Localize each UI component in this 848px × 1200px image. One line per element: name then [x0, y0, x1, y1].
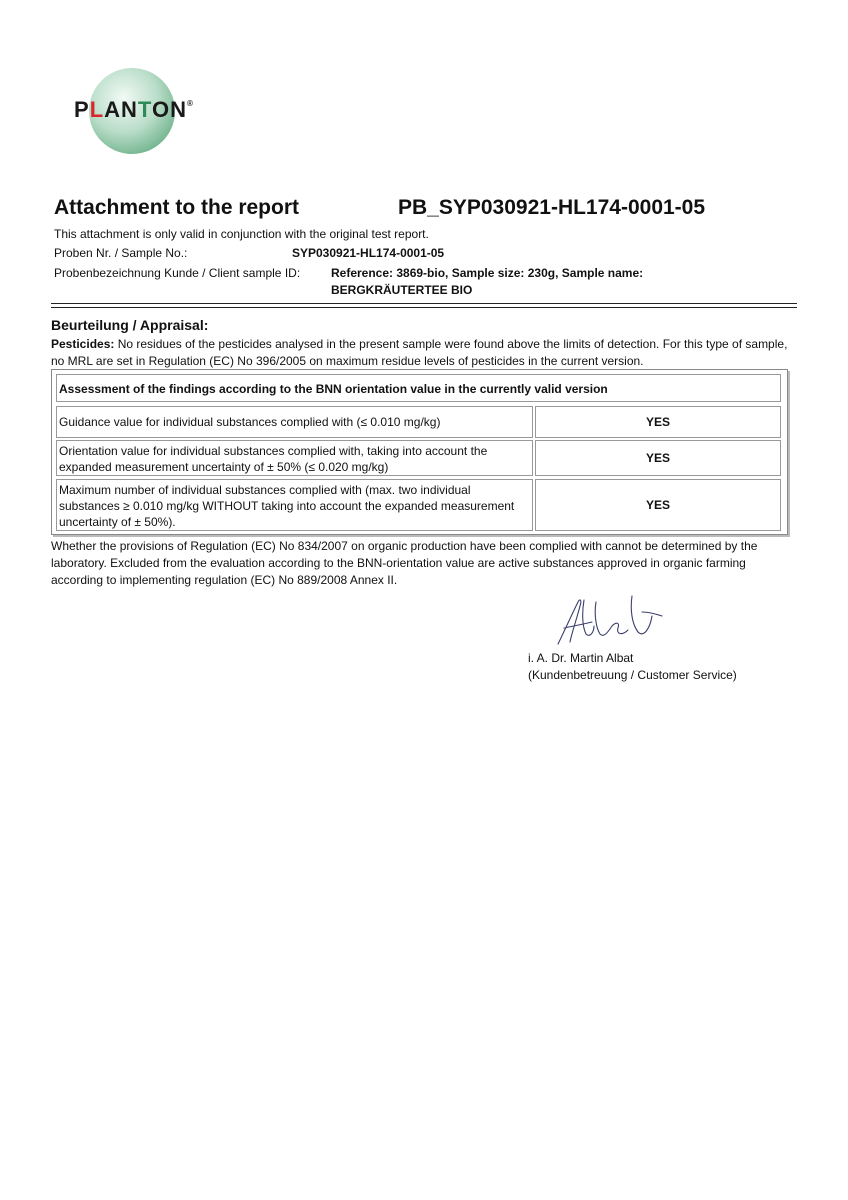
assessment-table	[51, 369, 788, 535]
pesticides-label: Pesticides:	[51, 337, 115, 351]
pesticides-paragraph	[51, 336, 791, 370]
client-id-line2: BERGKRÄUTERTEE BIO	[331, 283, 473, 297]
closing-paragraph: Whether the provisions of Regulation (EC) No 834/2007 on organic production have been complied with cannot be determined by the laboratory. Excluded from the evaluation according to the BNN-orientation value are active substances approved in organic farming according to implementing regulation (EC) No 889/2008 Annex II.	[51, 539, 758, 587]
handwritten-signature	[552, 592, 670, 650]
sample-no-value: SYP030921-HL174-0001-05	[292, 246, 445, 260]
report-id: PB_SYP030921-HL174-0001-05	[398, 196, 706, 219]
page-title	[54, 196, 706, 220]
table-row-criterion: Orientation value for individual substances complied with, taking into account the expanded measurement uncertainty of ± 50% (≤ 0.020 mg/kg)	[56, 440, 533, 476]
client-id-label: Probenbezeichnung Kunde / Client sample ID:	[54, 266, 301, 280]
pesticides-text: No residues of the pesticides analysed in the present sample were found above the limits of detection. For this type of sample, no MRL are set in Regulation (EC) No 396/2005 on maximum residue levels of pesticides in the current version.	[51, 337, 788, 368]
table-header: Assessment of the findings according to the BNN orientation value in the currently valid version	[56, 374, 781, 402]
table-row-criterion: Guidance value for individual substances complied with (≤ 0.010 mg/kg)	[56, 406, 533, 438]
appraisal-title: Beurteilung / Appraisal:	[51, 317, 209, 333]
table-row-result: YES	[535, 406, 781, 438]
planton-logo	[74, 68, 202, 154]
signatory-name: i. A. Dr. Martin Albat	[528, 651, 634, 665]
divider	[51, 307, 797, 308]
logo-wordmark: PLANTON®	[74, 97, 194, 122]
title-text: Attachment to the report	[54, 196, 300, 219]
validity-note: This attachment is only valid in conjunction with the original test report.	[54, 227, 429, 241]
client-id-line1: Reference: 3869-bio, Sample size: 230g, Sample name:	[331, 266, 644, 280]
table-row-criterion: Maximum number of individual substances complied with (max. two individual substances ≥ 0.010 mg/kg WITHOUT taking into account the expanded measurement uncertainty of ± 50%).	[56, 479, 533, 531]
table-row-result: YES	[535, 479, 781, 531]
signatory-role: (Kundenbetreuung / Customer Service)	[528, 668, 737, 682]
divider	[51, 303, 797, 304]
table-row-result: YES	[535, 440, 781, 476]
sample-no-label: Proben Nr. / Sample No.:	[54, 246, 188, 260]
